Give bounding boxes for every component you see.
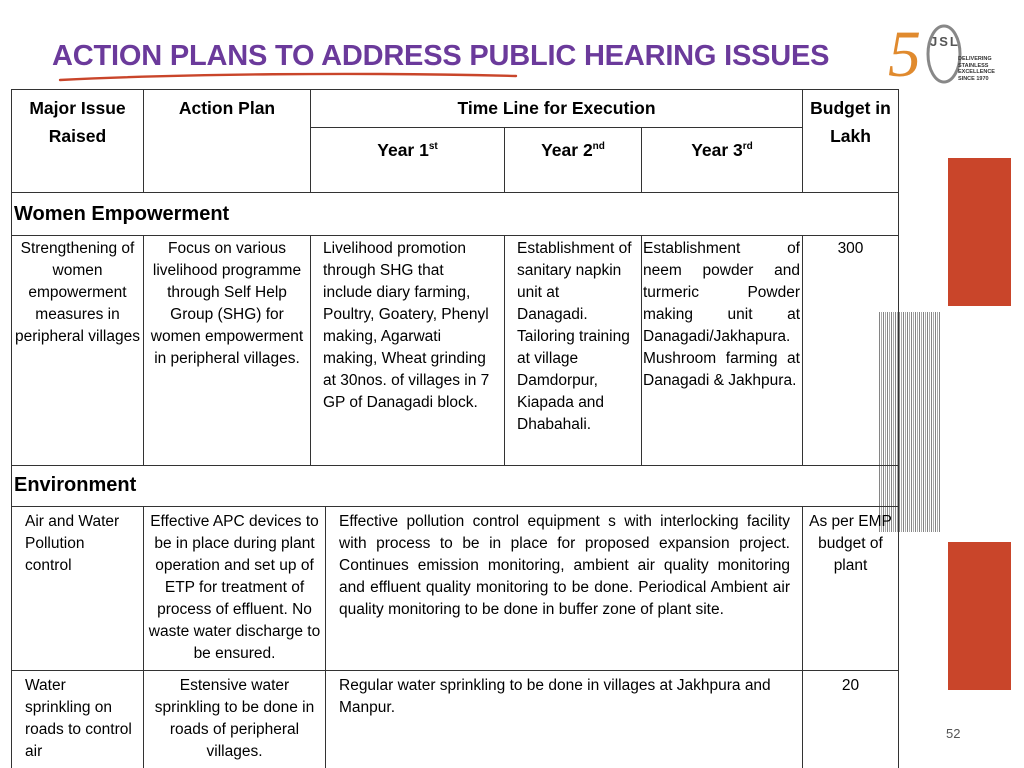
svg-text:5: 5 [888,18,921,86]
cell-issue: Water sprinkling on roads to control air [11,670,144,768]
logo-tagline: DELIVERING STAINLESS EXCELLENCE SINCE 1970 [958,56,995,82]
header-year-1: Year 1st [310,127,505,193]
header-action-plan: Action Plan [143,89,311,193]
slide-title: ACTION PLANS TO ADDRESS PUBLIC HEARING ISSUES [52,40,830,72]
header-year-2: Year 2nd [504,127,642,193]
accent-block-top [948,158,1011,306]
header-timeline: Time Line for Execution [310,89,803,128]
cell-issue: Air and Water Pollution control [11,506,144,671]
logo-brand: JSL [930,34,960,49]
cell-year-1: Livelihood promotion through SHG that include diary farming, Poultry, Goatery, Phenyl making, Agarwati making, Wheat grinding at 30nos. of villages in 7 GP of Danagadi block. [310,235,505,466]
title-underline [58,70,518,86]
cell-budget: 20 [802,670,899,768]
cell-budget: 300 [802,235,899,466]
cell-timeline: Regular water sprinkling to be done in villages at Jakhpura and Manpur. [325,670,803,768]
cell-year-2: Establishment of sanitary napkin unit at Danagadi. Tailoring training at village Damdorpur, Kiapada and Dhabahali. [504,235,642,466]
cell-issue: Strengthening of women empowerment measures in peripheral villages [11,235,144,466]
action-plan-table [11,89,899,768]
cell-budget: As per EMP budget of plant [802,506,899,671]
section-environment: Environment [11,465,899,507]
header-year-3: Year 3rd [641,127,803,193]
cell-action: Estensive water sprinkling to be done in roads of peripheral villages. [143,670,326,768]
cell-timeline: Effective pollution control equipment s with interlocking facility with process to be in place for proposed expansion project. Continues emission monitoring, ambient air quality monitoring and effluent quality monitoring to be done. Periodical Ambient air quality monitoring to be done in buffer zone of plant site. [325,506,803,671]
header-issue: Major Issue Raised [11,89,144,193]
page-number: 52 [946,726,961,741]
section-women-empowerment: Women Empowerment [11,192,899,236]
cell-year-3: Establishment of neem powder and turmeric Powder making unit at Danagadi/Jakhapura. Mushroom farming at Danagadi & Jakhpura. [641,235,803,466]
cell-action: Effective APC devices to be in place during plant operation and set up of ETP for treatment of process of effluent. No waste water discharge to be ensured. [143,506,326,671]
accent-block-bottom [948,542,1011,690]
header-budget: Budget in Lakh [802,89,899,193]
cell-action: Focus on various livelihood programme through Self Help Group (SHG) for women empowerment in peripheral villages. [143,235,311,466]
